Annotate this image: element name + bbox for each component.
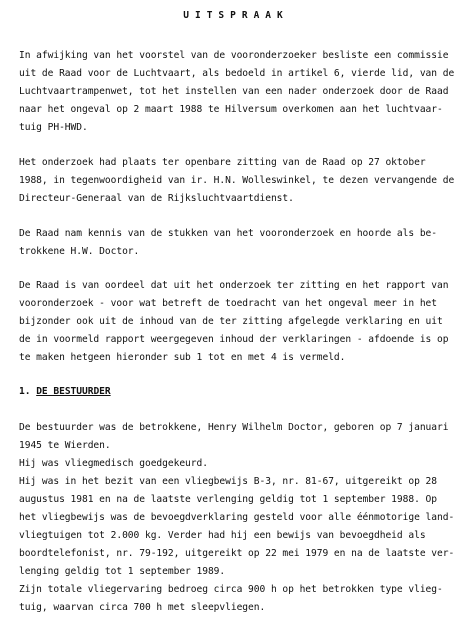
paragraph-1-line-5: tuig PH-HWD. (19, 122, 88, 133)
paragraph-2-line-2: 1988, in tegenwoordigheid van ir. H.N. Wolleswinkel, te dezen vervangende de (19, 175, 455, 186)
paragraph-5-line-4: Hij was in het bezit van een vliegbewijs B-3, nr. 81-67, uitgereikt op 28 (19, 476, 437, 487)
paragraph-5-line-8: boordtelefonist, nr. 79-192, uitgereikt op 22 mei 1979 en na de laatste ver- (19, 548, 455, 559)
paragraph-5-line-10: Zijn totale vliegervaring bedroeg circa 900 h op het betrokken type vlieg- (19, 584, 443, 595)
paragraph-4-line-3: bijzonder ook uit de inhoud van de ter zitting afgelegde verklaring en uit (19, 316, 443, 327)
paragraph-1-line-4: naar het ongeval op 2 maart 1988 te Hilversum overkomen aan het luchtvaar- (19, 104, 443, 115)
paragraph-5-line-9: lenging geldig tot 1 september 1989. (19, 566, 226, 577)
paragraph-5-line-7: vliegtuigen tot 2.000 kg. Verder had hij een bewijs van bevoegdheid als (19, 530, 426, 541)
paragraph-5-line-6: het vliegbewijs was de bevoegdverklaring gesteld voor alle éénmotorige land- (19, 512, 455, 523)
section-heading (19, 386, 111, 398)
paragraph-4-line-5: te maken hetgeen hieronder sub 1 tot en met 4 is vermeld. (19, 352, 346, 363)
section-title: DE BESTUURDER (36, 386, 111, 397)
document-title: UITSPRAAK (183, 10, 289, 21)
paragraph-3-line-2: trokkene H.W. Doctor. (19, 246, 140, 257)
paragraph-5-line-1: De bestuurder was de betrokkene, Henry Wilhelm Doctor, geboren op 7 januari (19, 422, 449, 433)
section-number: 1. (19, 386, 31, 397)
paragraph-1-line-3: Luchtvaartrampenwet, tot het instellen van een nader onderzoek door de Raad (19, 86, 449, 97)
paragraph-3-line-1: De Raad nam kennis van de stukken van het vooronderzoek en hoorde als be- (19, 228, 437, 239)
paragraph-1-line-1: In afwijking van het voorstel van de vooronderzoeker besliste een commissie (19, 50, 449, 61)
paragraph-4-line-4: de in voormeld rapport weergegeven inhoud der verklaringen - afdoende is op (19, 334, 449, 345)
paragraph-4-line-1: De Raad is van oordeel dat uit het onderzoek ter zitting en het rapport van (19, 280, 449, 291)
paragraph-5-line-5: augustus 1981 en na de laatste verlenging geldig tot 1 september 1988. Op (19, 494, 437, 505)
paragraph-4-line-2: vooronderzoek - voor wat betreft de toedracht van het ongeval meer in het (19, 298, 437, 309)
paragraph-5-line-2: 1945 te Wierden. (19, 440, 111, 451)
paragraph-2-line-3: Directeur-Generaal van de Rijksluchtvaartdienst. (19, 193, 294, 204)
paragraph-1-line-2: uit de Raad voor de Luchtvaart, als bedoeld in artikel 6, vierde lid, van de (19, 68, 455, 79)
paragraph-2-line-1: Het onderzoek had plaats ter openbare zitting van de Raad op 27 oktober (19, 157, 426, 168)
paragraph-5-line-11: tuig, waarvan circa 700 h met sleepvliegen. (19, 602, 266, 613)
paragraph-5-line-3: Hij was vliegmedisch goedgekeurd. (19, 458, 208, 469)
